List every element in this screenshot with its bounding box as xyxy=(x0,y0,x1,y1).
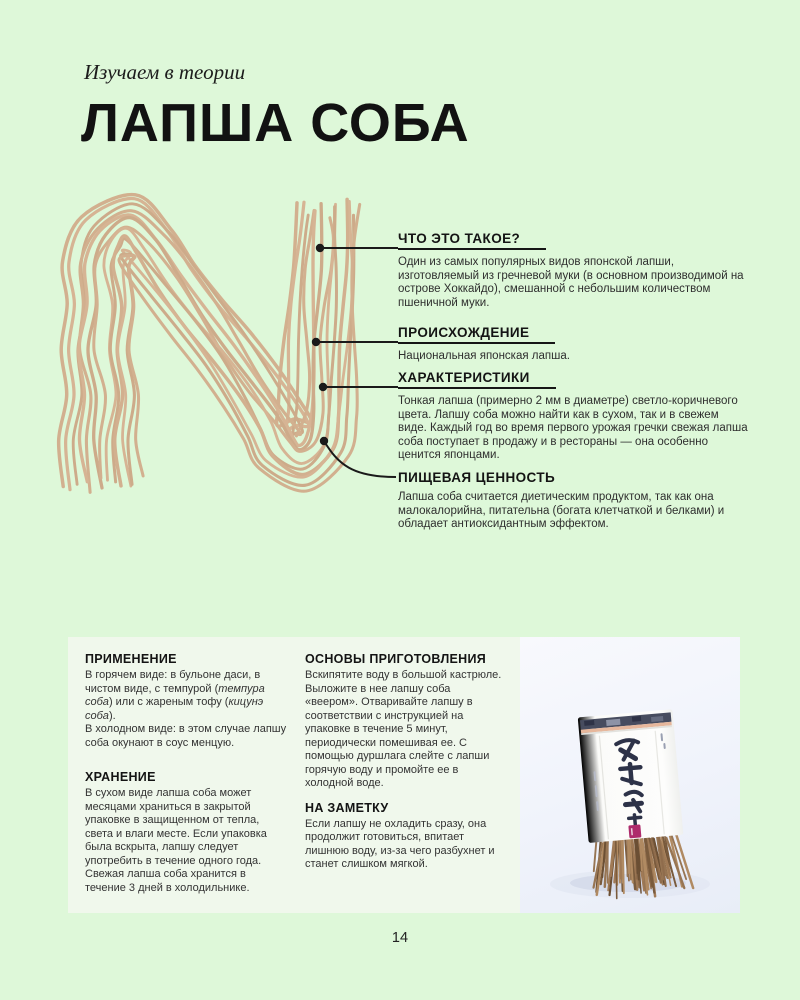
soba-package-photo xyxy=(520,637,740,913)
callout-dot-4 xyxy=(320,437,328,445)
callout-body: Лапша соба считается диетическим продуктом, так как она малокалорийна, питательна (богата клетчаткой и белками) и обладает антиоксидантным эффектом. xyxy=(398,491,725,530)
panel-column-2 xyxy=(305,652,505,895)
callout-heading: ПРОИСХОЖДЕНИЕ xyxy=(398,325,555,344)
panel-column-1 xyxy=(85,652,288,895)
section-heading: ПРИМЕНЕНИЕ xyxy=(85,652,177,666)
callout-what-is-it xyxy=(398,230,750,310)
stamp-mark xyxy=(632,828,633,835)
section-body: В горячем виде: в бульоне даси, в чистом виде, с темпурой (темпура соба) или с жареным тофу (кицунэ соба). В холодном виде: в этом случае лапшу соба окунают в соус менцую. xyxy=(85,669,287,749)
panel-section-applications xyxy=(85,652,288,750)
callout-characteristics xyxy=(398,369,750,463)
panel-section-note xyxy=(305,801,505,872)
fold-pattern xyxy=(632,716,641,722)
section-eyebrow: Изучаем в теории xyxy=(84,60,246,84)
panel-section-cooking xyxy=(305,652,505,791)
section-heading: ХРАНЕНИЕ xyxy=(85,770,156,784)
section-body: В сухом виде лапша соба может месяцами храниться в закрытой упаковке в защищенном от тепла, света и влаги месте. Если упаковка была вскрыта, лапшу следует употребить в течение одного года. Свежая лапша соба хранится в течение 3 дней в холодильнике. xyxy=(85,787,267,894)
callout-dot-1 xyxy=(316,244,324,252)
fold-pattern xyxy=(584,720,594,726)
callout-heading: ХАРАКТЕРИСТИКИ xyxy=(398,370,556,389)
callout-body: Один из самых популярных видов японской лапши, изготовляемый из гречневой муки (в основном производимой на острове Хоккайдо), смешанной с небольшим количеством пшеничной муки. xyxy=(398,256,744,309)
section-body: Если лапшу не охладить сразу, она продолжит готовиться, впитает лишнюю воду, из-за чего разбухнет и станет слишком мягкой. xyxy=(305,817,495,870)
fold-pattern xyxy=(651,716,663,722)
callout-heading: ЧТО ЭТО ТАКОЕ? xyxy=(398,231,546,250)
panel-columns xyxy=(85,652,522,895)
callout-dot-2 xyxy=(312,338,320,346)
callout-dot-3 xyxy=(319,383,327,391)
section-heading: НА ЗАМЕТКУ xyxy=(305,800,389,815)
callout-body: Тонкая лапша (примерно 2 мм в диаметре) светло-коричневого цвета. Лапшу соба можно найти как в сухом, так и в свежем виде. Каждый год во время первого урожая гречки свежая лапша соба поступает в продажу и в рестораны — она особенно ценится японцами. xyxy=(398,395,748,461)
panel-section-storage xyxy=(85,770,288,895)
callout-heading: ПИЩЕВАЯ ЦЕННОСТЬ xyxy=(398,470,556,485)
section-heading: ОСНОВЫ ПРИГОТОВЛЕНИЯ xyxy=(305,652,487,666)
callout-body: Национальная японская лапша. xyxy=(398,350,570,362)
callout-origin xyxy=(398,324,750,364)
fold-pattern xyxy=(606,719,620,726)
callout-nutrition xyxy=(398,469,750,532)
info-panel xyxy=(68,637,740,913)
page-number: 14 xyxy=(391,930,409,946)
page-title: ЛАПША СОБА xyxy=(81,93,470,153)
red-stamp xyxy=(628,824,641,838)
section-body: Вскипятите воду в большой кастрюле. Выложите в нее лапшу соба «веером». Отваривайте лапшу в соответствии с инструкцией на упаковке в течение 5 минут, периодически помешивая ее. С помощью дуршлага слейте с лапши горячую воду и промойте ее в холодной воде. xyxy=(305,669,502,789)
